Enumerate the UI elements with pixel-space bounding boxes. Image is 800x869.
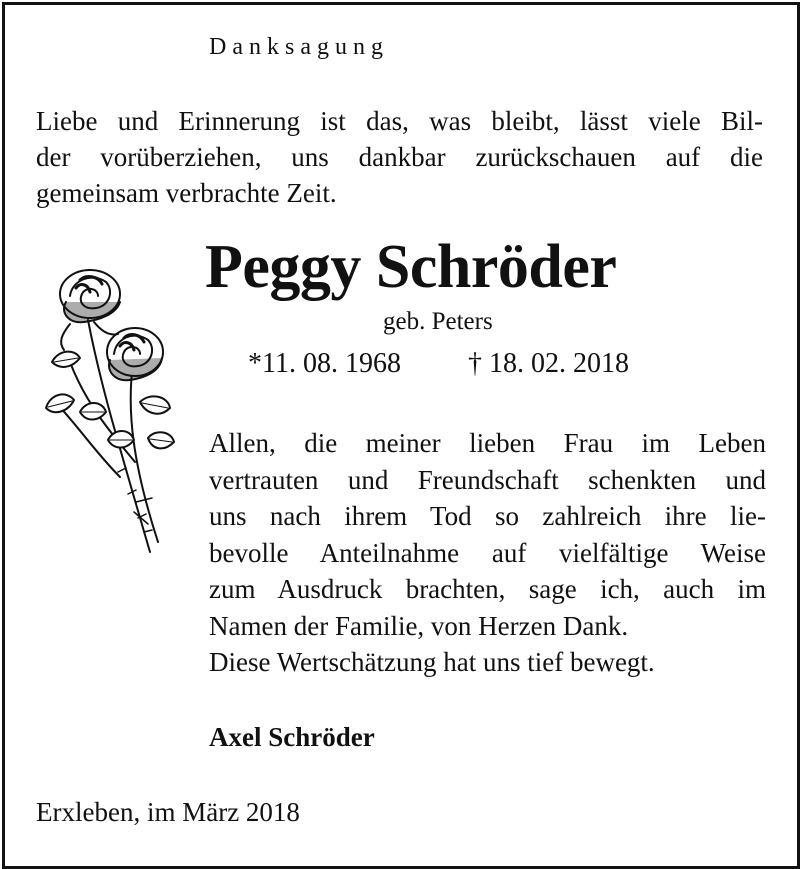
notice-heading: Danksagung xyxy=(209,34,389,60)
intro-line: der vorüberziehen, uns dankbar zurückschauen auf die xyxy=(36,142,763,172)
intro-text xyxy=(36,103,763,211)
maiden-name: geb. Peters xyxy=(383,308,493,335)
place-date: Erxleben, im März 2018 xyxy=(36,797,300,827)
thanks-line: uns nach ihrem Tod so zahlreich ihre lie- xyxy=(209,501,766,531)
intro-line: gemeinsam verbrachte Zeit. xyxy=(36,178,337,208)
thanks-line: Diese Wertschätzung hat uns tief bewegt. xyxy=(209,647,655,677)
thanks-line: Namen der Familie, von Herzen Dank. xyxy=(209,610,629,641)
thanks-line: Allen, die meiner lieben Frau im Leben xyxy=(209,428,766,458)
intro-line: Liebe und Erinnerung ist das, was bleibt, lässt viele Bil- xyxy=(36,106,763,136)
signature: Axel Schröder xyxy=(209,722,375,752)
thanks-line: vertrauten und Freundschaft schenkten und xyxy=(209,464,766,495)
birth-date: *11. 08. 1968 xyxy=(248,348,401,379)
death-date: † 18. 02. 2018 xyxy=(468,348,629,379)
deceased-name: Peggy Schröder xyxy=(205,233,617,301)
thanks-line: zum Ausdruck brachten, sage ich, auch im xyxy=(209,574,766,604)
thanks-text xyxy=(209,425,766,681)
roses-illustration xyxy=(40,262,180,557)
thanks-line: bevolle Anteilnahme auf vielfältige Weise xyxy=(209,537,766,568)
